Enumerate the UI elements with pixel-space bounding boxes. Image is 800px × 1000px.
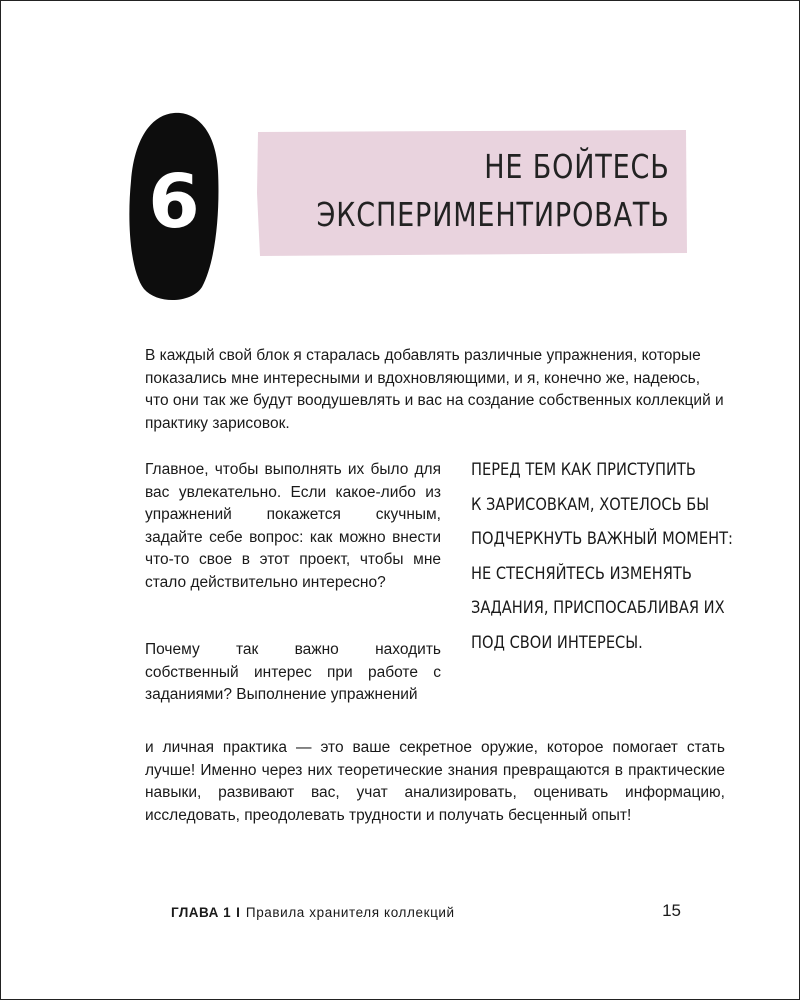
page-footer <box>171 901 691 925</box>
note-line: НЕ СТЕСНЯЙТЕСЬ ИЗМЕНЯТЬ <box>471 563 692 584</box>
page-number: 15 <box>662 901 681 920</box>
title-line-1: НЕ БОЙТЕСЬ <box>484 147 670 186</box>
continuation-paragraph: и личная практика — это ваше секретное оружие, которое помогает стать лучше! Именно через них теоретические знания превращаются в практические навыки, развивают вас, учат анализировать, оценивать информацию, исследовать, преодолевать трудности и получать бесценный опыт! <box>145 739 725 824</box>
title-line-2: ЭКСПЕРИМЕНТИРОВАТЬ <box>316 195 670 234</box>
note-line: ЗАДАНИЯ, ПРИСПОСАБЛИВАЯ ИХ <box>471 598 725 618</box>
footer-separator: I <box>236 905 240 920</box>
chapter-number-badge <box>128 111 220 303</box>
title-band <box>256 129 688 257</box>
footer-chapter-label: ГЛАВА 1 <box>171 905 232 920</box>
handwritten-note <box>471 453 733 660</box>
body-paragraph-2: Почему так важно находить собственный интерес при работе с заданиями? Выполнение упражнений <box>145 641 441 703</box>
note-line: ПЕРЕД ТЕМ КАК ПРИСТУПИТЬ <box>471 460 696 480</box>
note-line: К ЗАРИСОВКАМ, ХОТЕЛОСЬ БЫ <box>471 494 710 515</box>
body-paragraph-1: Главное, чтобы выполнять их было для вас увлекательно. Если какое-либо из упражнений покажется скучным, задайте себе вопрос: как можно внести что-то свое в этот проект, чтобы мне стало действительно интересно? <box>145 461 441 591</box>
note-line: ПОД СВОИ ИНТЕРЕСЫ. <box>471 632 643 653</box>
intro-paragraph: В каждый свой блок я старалась добавлять различные упражнения, которые показались мне интересными и вдохновляющими, и я, конечно же, надеюсь, что они так же будут воодушевлять и вас на создание собственных коллекций и практику зарисовок. <box>145 347 724 432</box>
footer-chapter-title: Правила хранителя коллекций <box>245 905 455 920</box>
note-line: ПОДЧЕРКНУТЬ ВАЖНЫЙ МОМЕНТ: <box>471 529 733 549</box>
chapter-title <box>317 143 670 239</box>
chapter-number: 6 <box>148 159 200 245</box>
